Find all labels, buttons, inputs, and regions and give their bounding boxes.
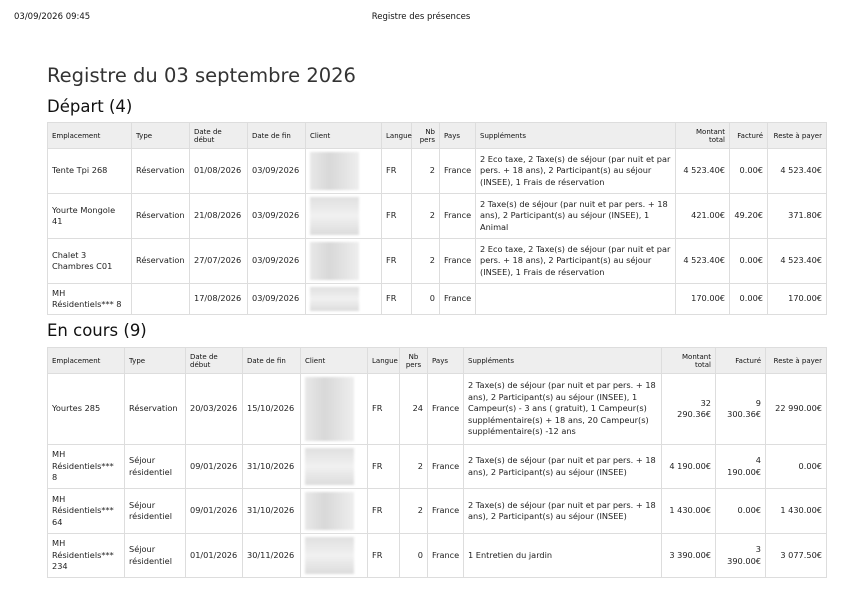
redacted-client-name <box>305 492 354 530</box>
table-header-row <box>48 123 827 149</box>
redacted-client-name <box>310 152 359 190</box>
table-header-row <box>48 348 827 374</box>
cell-montant-total: 32 290.36€ <box>662 374 716 445</box>
table-row[interactable] <box>48 194 827 239</box>
cell-emplacement: MH Résidentiels*** 234 <box>48 534 125 578</box>
cell-montant-total: 170.00€ <box>676 284 730 315</box>
redacted-client-name <box>305 537 354 574</box>
cell-emplacement: MH Résidentiels*** 8 <box>48 284 132 315</box>
cell-reste: 22 990.00€ <box>766 374 827 445</box>
col-facture: Facturé <box>730 123 768 149</box>
cell-client-redacted <box>306 239 382 284</box>
cell-facture: 0.00€ <box>730 284 768 315</box>
cell-emplacement: Tente Tpi 268 <box>48 149 132 194</box>
cell-emplacement: MH Résidentiels*** 8 <box>48 445 125 489</box>
print-datetime: 03/09/2026 09:45 <box>14 12 91 22</box>
cell-supplements: 2 Eco taxe, 2 Taxe(s) de séjour (par nuit et par pers. + 18 ans), 2 Participant(s) au séjour (INSEE), 1 Frais de réservation <box>476 149 676 194</box>
cell-date-fin: 30/11/2026 <box>243 534 301 578</box>
cell-nb-pers: 24 <box>400 374 428 445</box>
cell-langue: FR <box>382 149 412 194</box>
col-date-fin: Date de fin <box>248 123 306 149</box>
cell-type: Séjour résidentiel <box>125 489 186 534</box>
cell-montant-total: 421.00€ <box>676 194 730 239</box>
cell-facture: 9 300.36€ <box>716 374 766 445</box>
col-nb-pers: Nb pers <box>400 348 428 374</box>
page-title: Registre du 03 septembre 2026 <box>47 64 356 87</box>
cell-supplements: 1 Entretien du jardin <box>464 534 662 578</box>
cell-facture: 0.00€ <box>730 239 768 284</box>
cell-nb-pers: 2 <box>400 489 428 534</box>
col-langue: Langue <box>382 123 412 149</box>
redacted-client-name <box>310 287 359 311</box>
departs-table <box>47 122 827 315</box>
cell-date-debut: 27/07/2026 <box>190 239 248 284</box>
cell-date-fin: 15/10/2026 <box>243 374 301 445</box>
cell-reste: 0.00€ <box>766 445 827 489</box>
cell-facture: 3 390.00€ <box>716 534 766 578</box>
cell-type: Séjour résidentiel <box>125 445 186 489</box>
cell-langue: FR <box>368 445 400 489</box>
table-row[interactable] <box>48 149 827 194</box>
cell-supplements: 2 Taxe(s) de séjour (par nuit et par pers. + 18 ans), 2 Participant(s) au séjour (INSEE), 1 Animal <box>476 194 676 239</box>
cell-emplacement: Yourte Mongole 41 <box>48 194 132 239</box>
cell-reste: 371.80€ <box>768 194 827 239</box>
cell-date-fin: 03/09/2026 <box>248 194 306 239</box>
col-reste: Reste à payer <box>768 123 827 149</box>
col-supplements: Suppléments <box>464 348 662 374</box>
cell-client-redacted <box>301 534 368 578</box>
cell-reste: 3 077.50€ <box>766 534 827 578</box>
cell-montant-total: 1 430.00€ <box>662 489 716 534</box>
cell-montant-total: 4 523.40€ <box>676 239 730 284</box>
cell-reste: 170.00€ <box>768 284 827 315</box>
col-date-debut: Date de début <box>186 348 243 374</box>
col-emplacement: Emplacement <box>48 123 132 149</box>
col-type: Type <box>125 348 186 374</box>
redacted-client-name <box>310 197 359 235</box>
table-row[interactable] <box>48 534 827 578</box>
cell-client-redacted <box>301 374 368 445</box>
cell-langue: FR <box>382 284 412 315</box>
departs-heading: Départ (4) <box>47 97 133 116</box>
cell-date-debut: 09/01/2026 <box>186 445 243 489</box>
cell-date-debut: 01/01/2026 <box>186 534 243 578</box>
cell-pays: France <box>428 534 464 578</box>
col-type: Type <box>132 123 190 149</box>
cell-date-debut: 01/08/2026 <box>190 149 248 194</box>
cell-emplacement: MH Résidentiels*** 64 <box>48 489 125 534</box>
cell-langue: FR <box>368 534 400 578</box>
table-row[interactable] <box>48 284 827 315</box>
cell-reste: 4 523.40€ <box>768 149 827 194</box>
cell-type <box>132 284 190 315</box>
col-emplacement: Emplacement <box>48 348 125 374</box>
cell-pays: France <box>440 194 476 239</box>
cell-langue: FR <box>382 239 412 284</box>
cell-pays: France <box>440 239 476 284</box>
cell-nb-pers: 2 <box>400 445 428 489</box>
cell-supplements <box>476 284 676 315</box>
cell-montant-total: 3 390.00€ <box>662 534 716 578</box>
cell-facture: 49.20€ <box>730 194 768 239</box>
cell-date-debut: 21/08/2026 <box>190 194 248 239</box>
cell-langue: FR <box>368 374 400 445</box>
cell-client-redacted <box>306 149 382 194</box>
cell-pays: France <box>440 149 476 194</box>
col-date-fin: Date de fin <box>243 348 301 374</box>
en-cours-heading: En cours (9) <box>47 321 147 340</box>
cell-facture: 4 190.00€ <box>716 445 766 489</box>
redacted-client-name <box>305 377 354 441</box>
cell-pays: France <box>428 374 464 445</box>
cell-pays: France <box>428 489 464 534</box>
cell-pays: France <box>428 445 464 489</box>
cell-type: Réservation <box>132 194 190 239</box>
cell-montant-total: 4 523.40€ <box>676 149 730 194</box>
col-nb-pers: Nb pers <box>412 123 440 149</box>
print-header <box>14 12 828 24</box>
cell-type: Réservation <box>132 239 190 284</box>
cell-nb-pers: 0 <box>400 534 428 578</box>
cell-client-redacted <box>306 284 382 315</box>
col-date-debut: Date de début <box>190 123 248 149</box>
cell-reste: 4 523.40€ <box>768 239 827 284</box>
cell-langue: FR <box>382 194 412 239</box>
col-reste: Reste à payer <box>766 348 827 374</box>
cell-supplements: 2 Taxe(s) de séjour (par nuit et par pers. + 18 ans), 2 Participant(s) au séjour (INSEE) <box>464 489 662 534</box>
cell-nb-pers: 2 <box>412 239 440 284</box>
cell-date-fin: 31/10/2026 <box>243 445 301 489</box>
print-title: Registre des présences <box>371 12 471 22</box>
cell-type: Réservation <box>132 149 190 194</box>
cell-facture: 0.00€ <box>730 149 768 194</box>
col-supplements: Suppléments <box>476 123 676 149</box>
cell-client-redacted <box>306 194 382 239</box>
table-row[interactable] <box>48 239 827 284</box>
cell-date-fin: 03/09/2026 <box>248 149 306 194</box>
cell-nb-pers: 2 <box>412 149 440 194</box>
cell-client-redacted <box>301 489 368 534</box>
cell-supplements: 2 Eco taxe, 2 Taxe(s) de séjour (par nuit et par pers. + 18 ans), 2 Participant(s) au séjour (INSEE), 1 Frais de réservation <box>476 239 676 284</box>
cell-reste: 1 430.00€ <box>766 489 827 534</box>
table-row[interactable] <box>48 374 827 445</box>
cell-pays: France <box>440 284 476 315</box>
cell-date-fin: 03/09/2026 <box>248 239 306 284</box>
col-pays: Pays <box>440 123 476 149</box>
col-montant-total: Montant total <box>676 123 730 149</box>
table-row[interactable] <box>48 445 827 489</box>
en-cours-table <box>47 347 827 578</box>
col-client: Client <box>306 123 382 149</box>
col-langue: Langue <box>368 348 400 374</box>
cell-supplements: 2 Taxe(s) de séjour (par nuit et par pers. + 18 ans), 2 Participant(s) au séjour (INSEE) <box>464 445 662 489</box>
report-content <box>47 63 826 578</box>
cell-nb-pers: 2 <box>412 194 440 239</box>
cell-date-debut: 17/08/2026 <box>190 284 248 315</box>
cell-date-debut: 20/03/2026 <box>186 374 243 445</box>
cell-supplements: 2 Taxe(s) de séjour (par nuit et par pers. + 18 ans), 2 Participant(s) au séjour (INSEE), 1 Campeur(s) - 3 ans ( gratuit), 1 Campeur(s) supplémentaire(s) + 18 ans, 20 Campeur(s) supplémentaire(s) -12 ans <box>464 374 662 445</box>
col-montant-total: Montant total <box>662 348 716 374</box>
cell-nb-pers: 0 <box>412 284 440 315</box>
cell-client-redacted <box>301 445 368 489</box>
cell-type: Séjour résidentiel <box>125 534 186 578</box>
cell-langue: FR <box>368 489 400 534</box>
table-row[interactable] <box>48 489 827 534</box>
cell-date-debut: 09/01/2026 <box>186 489 243 534</box>
cell-emplacement: Chalet 3 Chambres C01 <box>48 239 132 284</box>
col-pays: Pays <box>428 348 464 374</box>
cell-facture: 0.00€ <box>716 489 766 534</box>
col-facture: Facturé <box>716 348 766 374</box>
cell-emplacement: Yourtes 285 <box>48 374 125 445</box>
cell-date-fin: 31/10/2026 <box>243 489 301 534</box>
redacted-client-name <box>310 242 359 280</box>
col-client: Client <box>301 348 368 374</box>
redacted-client-name <box>305 448 354 485</box>
cell-date-fin: 03/09/2026 <box>248 284 306 315</box>
cell-type: Réservation <box>125 374 186 445</box>
cell-montant-total: 4 190.00€ <box>662 445 716 489</box>
